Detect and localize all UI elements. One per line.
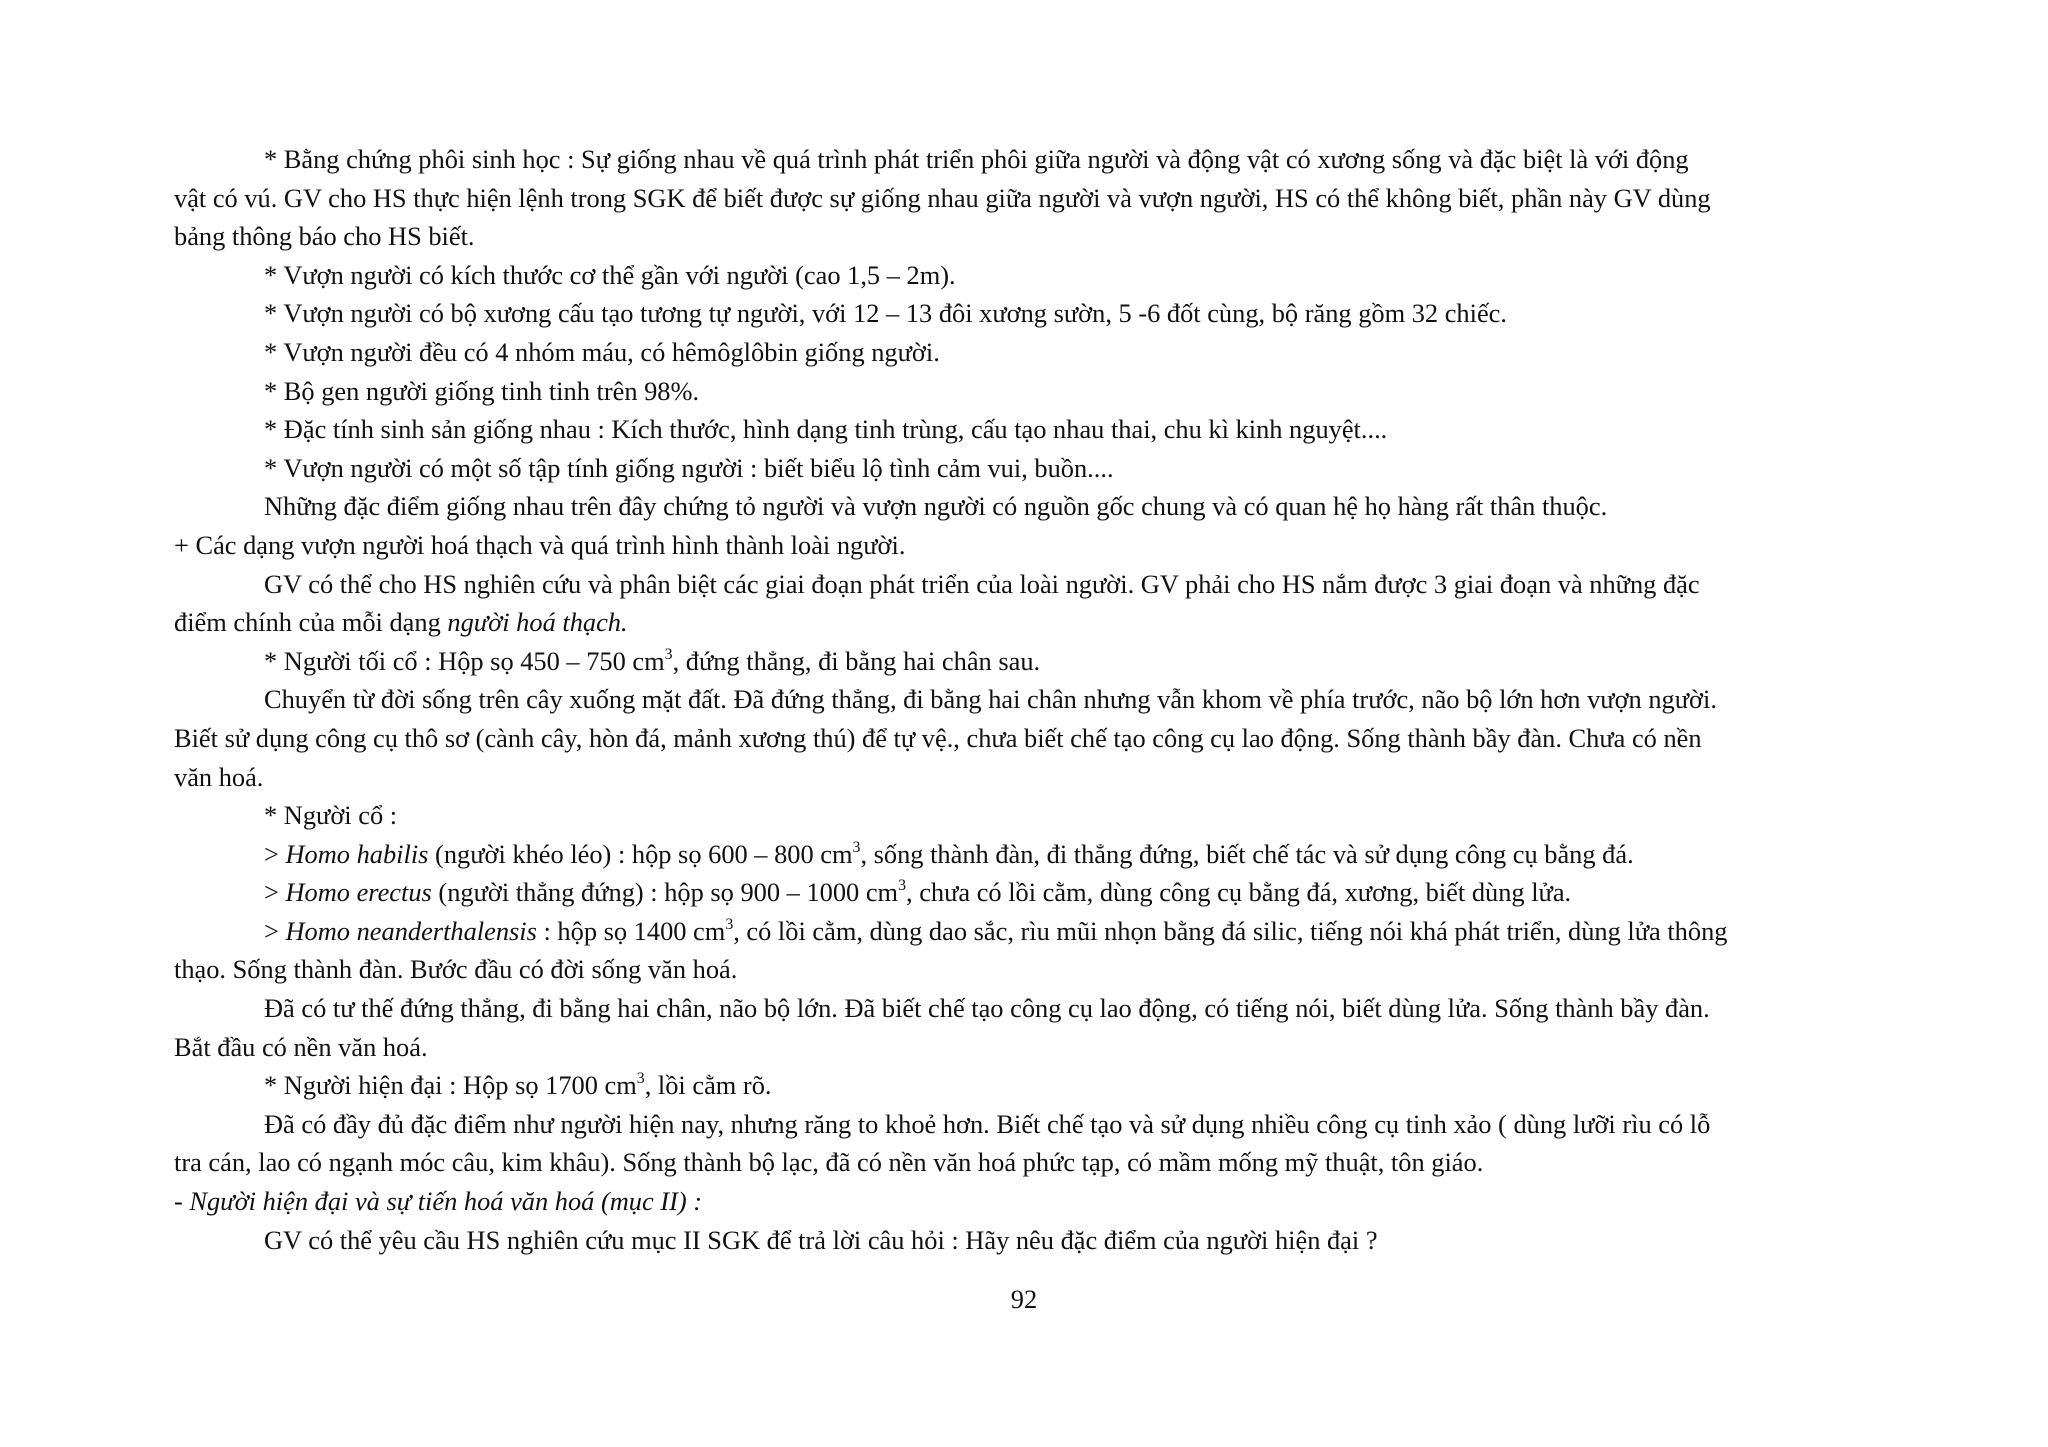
text-run: > <box>264 915 286 946</box>
italic-subheading <box>174 1182 1934 1221</box>
text-run: > <box>264 877 286 908</box>
bullet-line: * Vượn người đều có 4 nhóm máu, có hêmôglôbin giống người. <box>264 336 940 367</box>
bullet-line: * Vượn người có một số tập tính giống người : biết biểu lộ tình cảm vui, buồn.... <box>264 452 1114 483</box>
paragraph-line: Đã có đầy đủ đặc điểm như người hiện nay, nhưng răng to khoẻ hơn. Biết chế tạo và sử dụng nhiều công cụ tinh xảo ( dùng lưỡi rìu có lỗ <box>264 1108 1711 1139</box>
superscript: 3 <box>636 1070 645 1088</box>
paragraph-line <box>174 603 1934 642</box>
text-run: (người thẳng đứng) : hộp sọ 900 – 1000 cm <box>431 877 899 908</box>
paragraph-line: thạo. Sống thành đàn. Bước đầu có đời sống văn hoá. <box>174 954 738 985</box>
paragraph-line: vật có vú. GV cho HS thực hiện lệnh trong SGK để biết được sự giống nhau giữa người và vượn người, HS có thể không biết, phần này GV dùng <box>174 182 1711 213</box>
superscript: 3 <box>664 645 673 663</box>
text-run: điểm chính của mỗi dạng <box>174 607 448 638</box>
bullet-line <box>174 642 1934 681</box>
bullet-line: * Đặc tính sinh sản giống nhau : Kích thước, hình dạng tinh trùng, cấu tạo nhau thai, chu kì kinh nguyệt.... <box>264 414 1388 445</box>
text-run: , lồi cằm rõ. <box>644 1070 772 1101</box>
superscript: 3 <box>852 838 861 856</box>
species-line <box>174 912 1934 951</box>
text-run: (người khéo léo) : hộp sọ 600 – 800 cm <box>428 838 853 869</box>
text-run: : hộp sọ 1400 cm <box>536 915 726 946</box>
bullet-line: * Vượn người có bộ xương cấu tạo tương tự người, với 12 – 13 đôi xương sườn, 5 -6 đốt cùng, bộ răng gồm 32 chiếc. <box>264 298 1507 329</box>
bullet-line: * Bộ gen người giống tinh tinh trên 98%. <box>264 375 700 406</box>
superscript: 3 <box>898 877 906 895</box>
text-run: * Người tối cổ : Hộp sọ 450 – 750 cm <box>264 645 665 676</box>
species-line <box>174 835 1934 874</box>
text-run: * Người hiện đại : Hộp sọ 1700 cm <box>264 1070 637 1101</box>
italic-term: người hoá thạch. <box>447 607 628 638</box>
text-run: > <box>264 838 286 869</box>
superscript: 3 <box>725 915 734 933</box>
paragraph-line: Biết sử dụng công cụ thô sơ (cành cây, hòn đá, mảnh xương thú) để tự vệ., chưa biết chế tạo công cụ lao động. Sống thành bầy đàn. Chưa có nền <box>174 722 1702 753</box>
species-line <box>174 873 1934 912</box>
paragraph-line: bảng thông báo cho HS biết. <box>174 221 475 252</box>
paragraph-line: văn hoá. <box>174 761 264 792</box>
bullet-line <box>174 1066 1934 1105</box>
species-name: Homo habilis <box>285 838 429 869</box>
paragraph-line: Bắt đầu có nền văn hoá. <box>174 1031 428 1062</box>
document-body <box>174 140 1934 1259</box>
text-run: , đứng thẳng, đi bằng hai chân sau. <box>672 645 1041 676</box>
paragraph-line: GV có thể yêu cầu HS nghiên cứu mục II SGK để trả lời câu hỏi : Hãy nêu đặc điểm của người hiện đại ? <box>264 1224 1378 1255</box>
paragraph-line: Đã có tư thế đứng thẳng, đi bằng hai chân, não bộ lớn. Đã biết chế tạo công cụ lao động, có tiếng nói, biết dùng lửa. Sống thành bầy đàn. <box>264 993 1710 1024</box>
paragraph-line: tra cán, lao có ngạnh móc câu, kim khâu). Sống thành bộ lạc, đã có nền văn hoá phức tạp, có mầm mống mỹ thuật, tôn giáo. <box>174 1147 1484 1178</box>
paragraph-line: GV có thể cho HS nghiên cứu và phân biệt các giai đoạn phát triển của loài người. GV phải cho HS nắm được 3 giai đoạn và những đặc <box>264 568 1700 599</box>
italic-heading-text: - Người hiện đại và sự tiến hoá văn hoá (mục II) : <box>174 1186 703 1217</box>
text-run: , sống thành đàn, đi thẳng đứng, biết chế tác và sử dụng công cụ bằng đá. <box>860 838 1634 869</box>
bullet-line: * Người cổ : <box>264 800 398 831</box>
bullet-line: * Vượn người có kích thước cơ thể gần với người (cao 1,5 – 2m). <box>264 259 956 290</box>
text-run: , chưa có lồi cằm, dùng công cụ bằng đá, xương, biết dùng lửa. <box>906 877 1572 908</box>
page-number: 92 <box>1010 1284 1038 1314</box>
text-run: , có lồi cằm, dùng dao sắc, rìu mũi nhọn bằng đá silic, tiếng nói khá phát triển, dùng lửa thông <box>733 915 1728 946</box>
paragraph-line: Những đặc điểm giống nhau trên đây chứng tỏ người và vượn người có nguồn gốc chung và có quan hệ họ hàng rất thân thuộc. <box>264 491 1608 522</box>
paragraph-line: * Bằng chứng phôi sinh học : Sự giống nhau về quá trình phát triển phôi giữa người và động vật có xương sống và đặc biệt là với động <box>264 144 1689 174</box>
paragraph-line: Chuyển từ đời sống trên cây xuống mặt đất. Đã đứng thẳng, đi bằng hai chân nhưng vẫn khom về phía trước, não bộ lớn hơn vượn người. <box>264 684 1717 715</box>
section-heading: + Các dạng vượn người hoá thạch và quá trình hình thành loài người. <box>174 529 906 560</box>
species-name: Homo neanderthalensis <box>285 915 537 946</box>
species-name: Homo erectus <box>285 877 432 908</box>
